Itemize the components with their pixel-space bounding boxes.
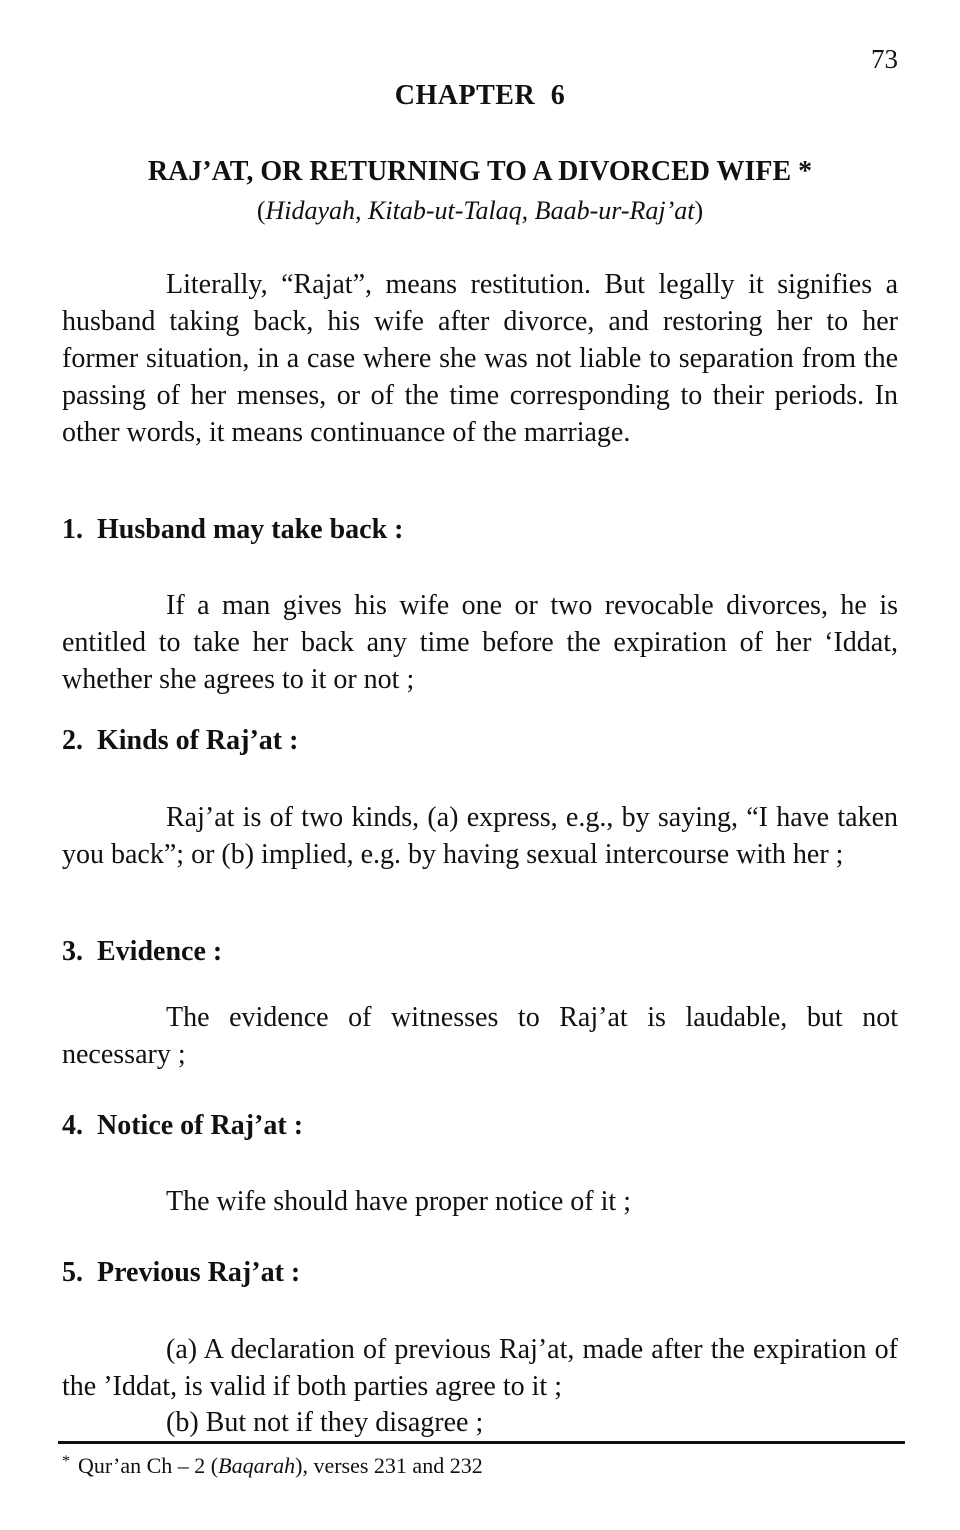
section-number: 3. xyxy=(62,936,83,967)
footnote-marker: * xyxy=(62,1453,70,1470)
footnote-text-after: ), verses 231 and 232 xyxy=(295,1453,483,1478)
chapter-title: RAJ’AT, OR RETURNING TO A DIVORCED WIFE * xyxy=(147,156,813,187)
section-heading-4 xyxy=(62,1110,303,1142)
section-paragraph-5b: (b) But not if they disagree ; xyxy=(166,1407,484,1438)
section-paragraph-3: The evidence of witnesses to Raj’at is laudable, but not necessary ; xyxy=(62,1002,898,1070)
section-number: 2. xyxy=(62,725,83,756)
section-number: 4. xyxy=(62,1110,83,1141)
chapter-subtitle xyxy=(0,196,960,226)
section-title: Husband may take back : xyxy=(97,514,404,545)
chapter-heading: CHAPTER 6 xyxy=(394,80,566,111)
subtitle-source: Hidayah, Kitab-ut-Talaq, Baab-ur-Raj’at xyxy=(265,196,695,225)
section-number: 1. xyxy=(62,514,83,545)
page-number: 73 xyxy=(871,44,898,74)
section-paragraph-2: Raj’at is of two kinds, (a) express, e.g., by saying, “I have taken you back”; or (b) implied, e.g. by having sexual intercourse with her ; xyxy=(62,802,898,870)
section-title: Previous Raj’at : xyxy=(97,1257,301,1288)
section-heading-5 xyxy=(62,1257,300,1289)
section-heading-1 xyxy=(62,514,404,546)
footnote-italic: Baqarah xyxy=(218,1453,296,1478)
footnote xyxy=(62,1453,483,1479)
section-paragraph-5a: (a) A declaration of previous Raj’at, made after the expiration of the ’Iddat, is valid if both parties agree to it ; xyxy=(62,1334,898,1402)
section-paragraph-4: The wife should have proper notice of it ; xyxy=(166,1186,631,1217)
footnote-divider xyxy=(58,1441,905,1444)
section-title: Notice of Raj’at : xyxy=(97,1110,304,1141)
subtitle-close-paren: ) xyxy=(694,196,704,225)
intro-paragraph: Literally, “Rajat”, means restitution. But legally it signifies a husband taking back, his wife after divorce, and restoring her to her former situation, in a case where she was not liable to separation from the passing of her menses, or of the time corresponding to their periods. In other words, it means continuance of the marriage. xyxy=(62,269,898,448)
section-title: Kinds of Raj’at : xyxy=(97,725,299,756)
section-number: 5. xyxy=(62,1257,83,1288)
section-title: Evidence : xyxy=(97,936,223,967)
footnote-text-before: Qur’an Ch – 2 ( xyxy=(78,1453,219,1478)
section-paragraph-1: If a man gives his wife one or two revocable divorces, he is entitled to take her back any time before the expiration of her ‘Iddat, whether she agrees to it or not ; xyxy=(62,590,898,695)
section-heading-2 xyxy=(62,725,298,757)
subtitle-open-paren: ( xyxy=(256,196,266,225)
section-heading-3 xyxy=(62,936,222,968)
